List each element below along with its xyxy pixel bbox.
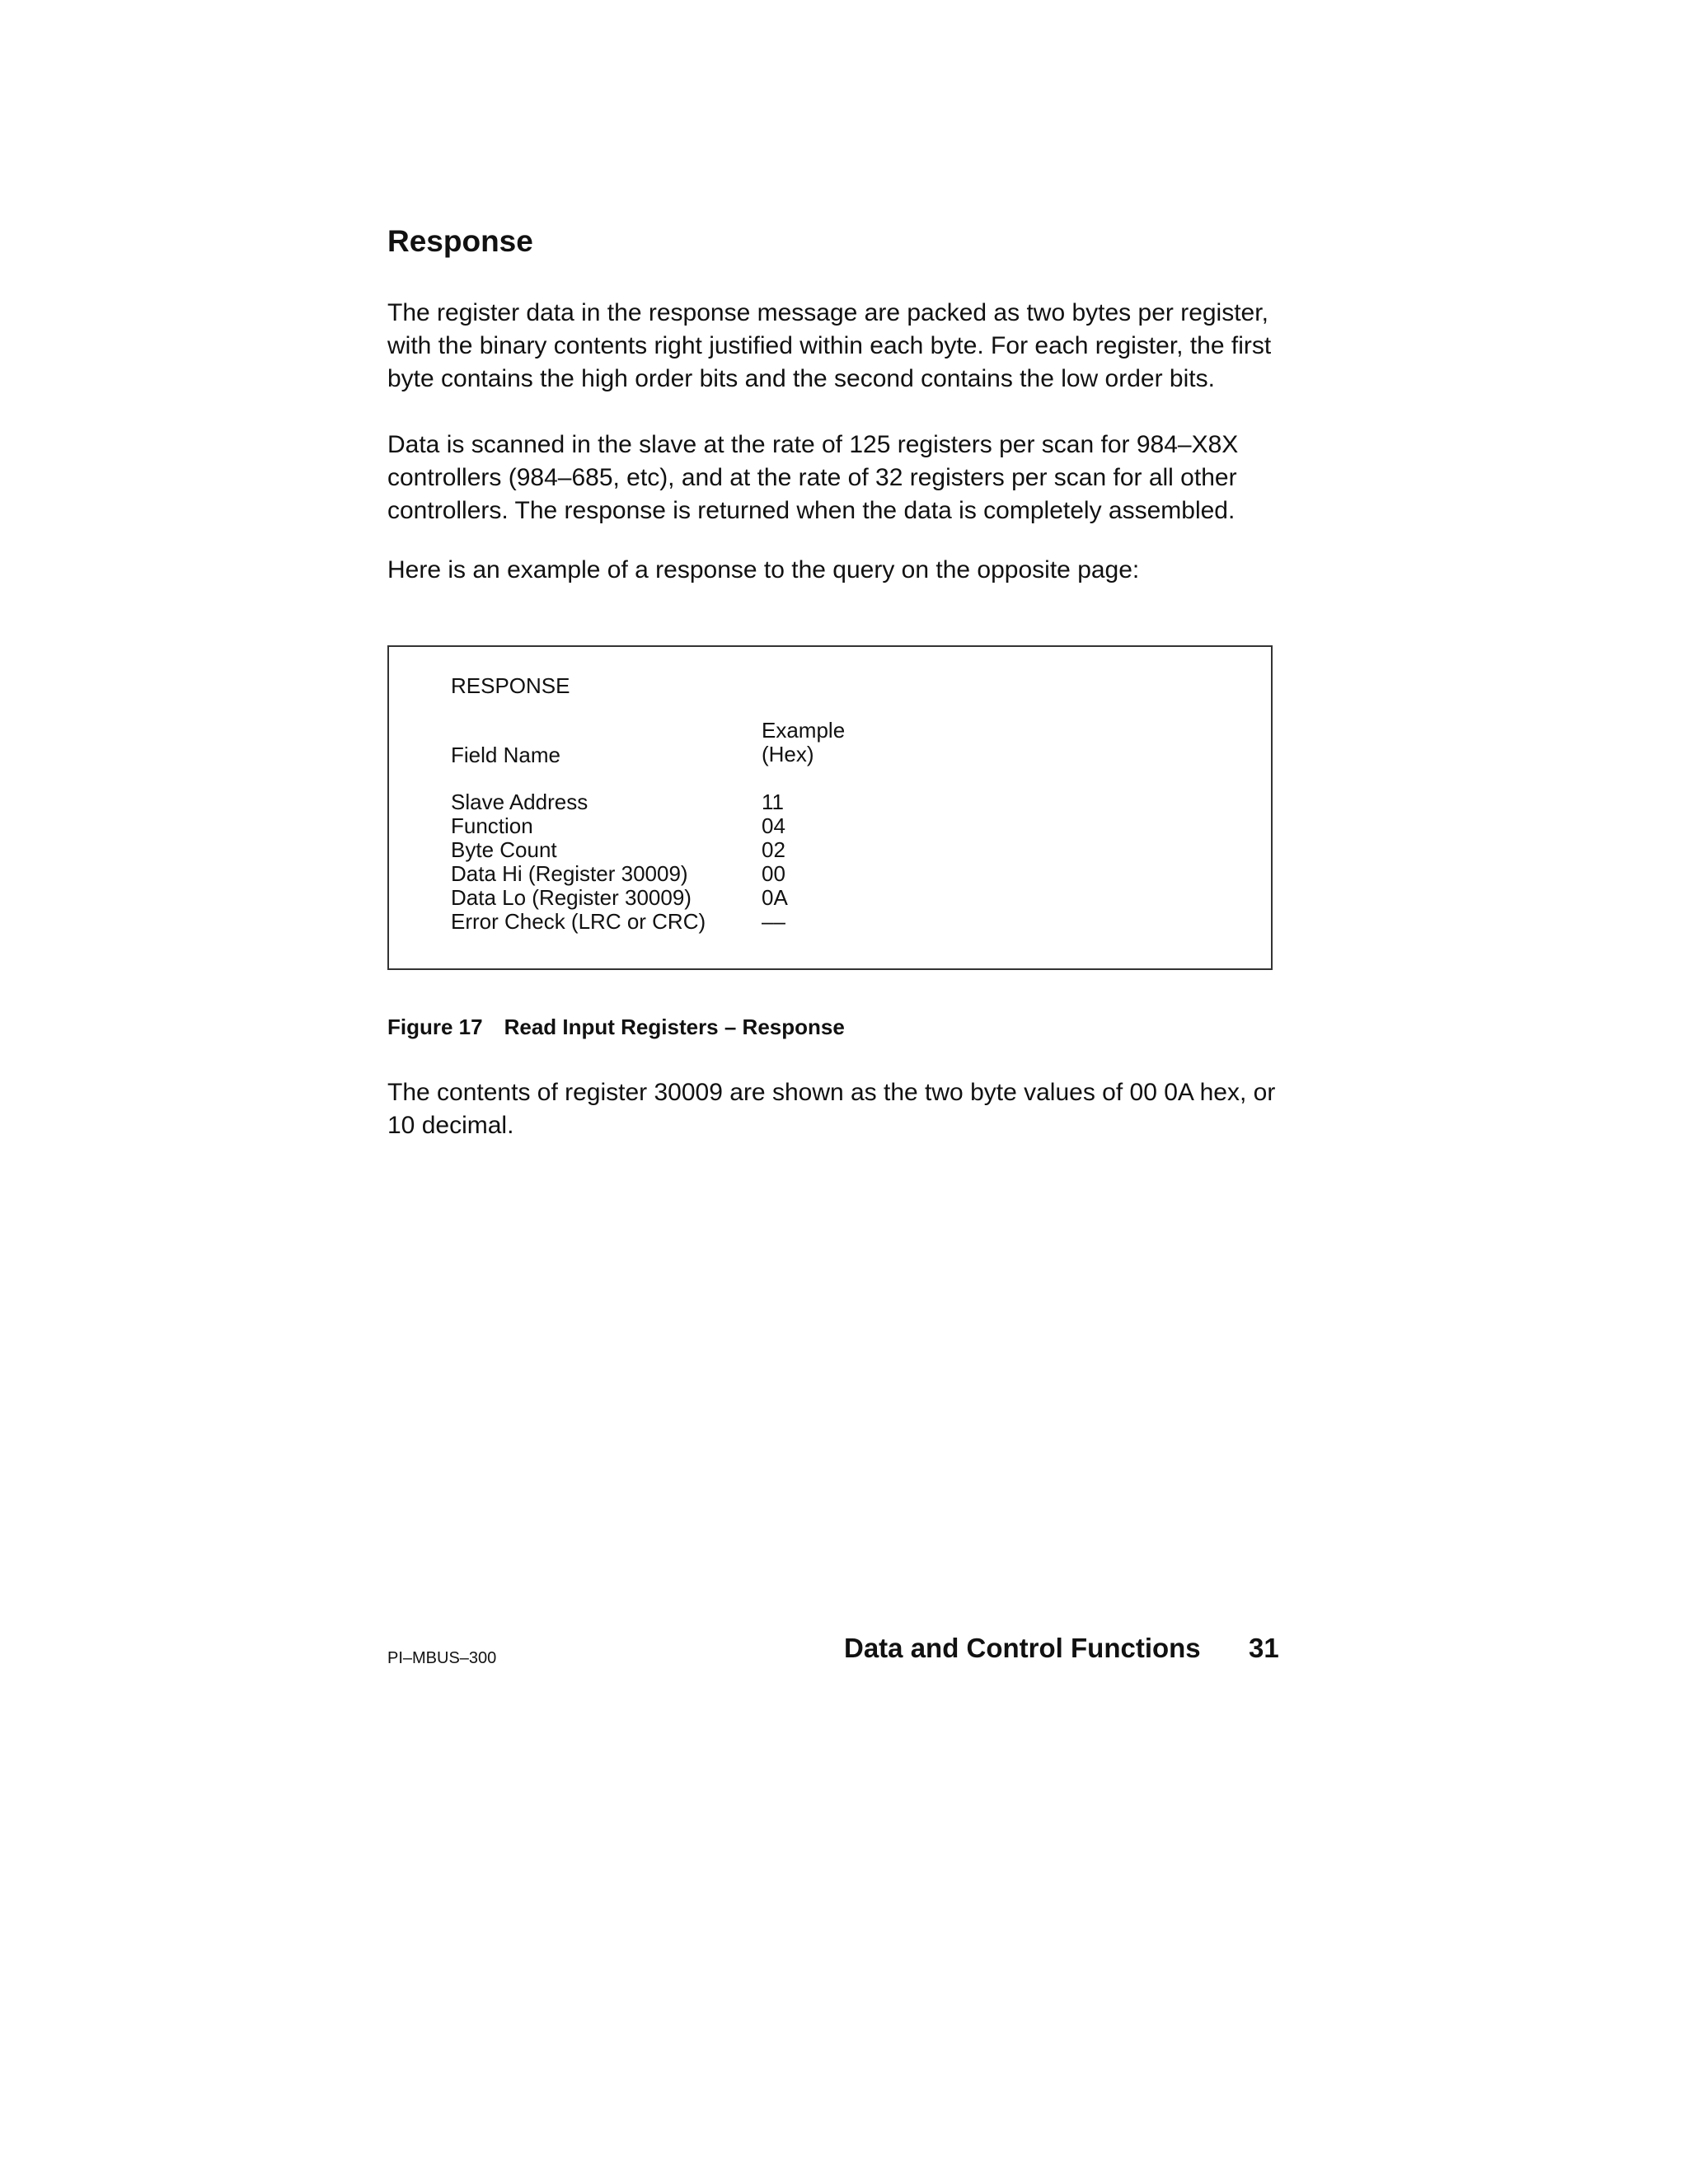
field-row <box>451 814 1193 838</box>
figure-caption <box>387 1015 845 1040</box>
column-header-example <box>762 719 845 766</box>
paragraph-register-contents: The contents of register 30009 are shown as the two byte values of 00 0A hex, or 10 decimal. <box>387 1079 1276 1139</box>
footer-chapter-title: Data and Control Functions <box>844 1633 1201 1663</box>
field-value: 04 <box>762 813 785 838</box>
field-name: Byte Count <box>451 837 557 862</box>
field-row <box>451 910 1193 934</box>
field-value: 11 <box>762 790 784 814</box>
response-figure-box <box>387 645 1273 970</box>
field-name: Slave Address <box>451 790 588 814</box>
field-value: 0A <box>762 885 788 910</box>
paragraph-scan-rate: Data is scanned in the slave at the rate of 125 registers per scan for 984–X8X controllers (984–685, etc), and at the rate of 32 registers per scan for all other controllers. The response is returned when the data is completely assembled. <box>387 431 1239 524</box>
field-rows <box>451 790 1193 934</box>
section-heading: Response <box>387 224 533 258</box>
field-value: –– <box>762 909 785 934</box>
field-name: Function <box>451 813 533 838</box>
figure-caption-text: Read Input Registers – Response <box>504 1015 845 1039</box>
column-header-example-line1: Example <box>762 718 846 743</box>
paragraph-example-intro: Here is an example of a response to the query on the opposite page: <box>387 556 1140 583</box>
field-name: Data Lo (Register 30009) <box>451 885 692 910</box>
footer-page-number: 31 <box>1249 1633 1279 1663</box>
field-value: 00 <box>762 861 785 886</box>
column-header-example-line2: (Hex) <box>762 742 814 766</box>
field-name: Data Hi (Register 30009) <box>451 861 688 886</box>
column-header-field-name: Field Name <box>451 743 560 767</box>
figure-caption-number: Figure 17 <box>387 1015 483 1039</box>
paragraph-register-packing: The register data in the response message are packed as two bytes per register, with the binary contents right justified within each byte. For each register, the first byte contains the high order bits and the second contains the low order bits. <box>387 299 1272 392</box>
field-value: 02 <box>762 837 785 862</box>
field-name: Error Check (LRC or CRC) <box>451 909 706 934</box>
field-row <box>451 862 1193 886</box>
footer-doc-id: PI–MBUS–300 <box>387 1649 497 1667</box>
field-row <box>451 790 1193 814</box>
field-row <box>451 838 1193 862</box>
figure-title: RESPONSE <box>451 673 570 698</box>
field-row <box>451 886 1193 910</box>
